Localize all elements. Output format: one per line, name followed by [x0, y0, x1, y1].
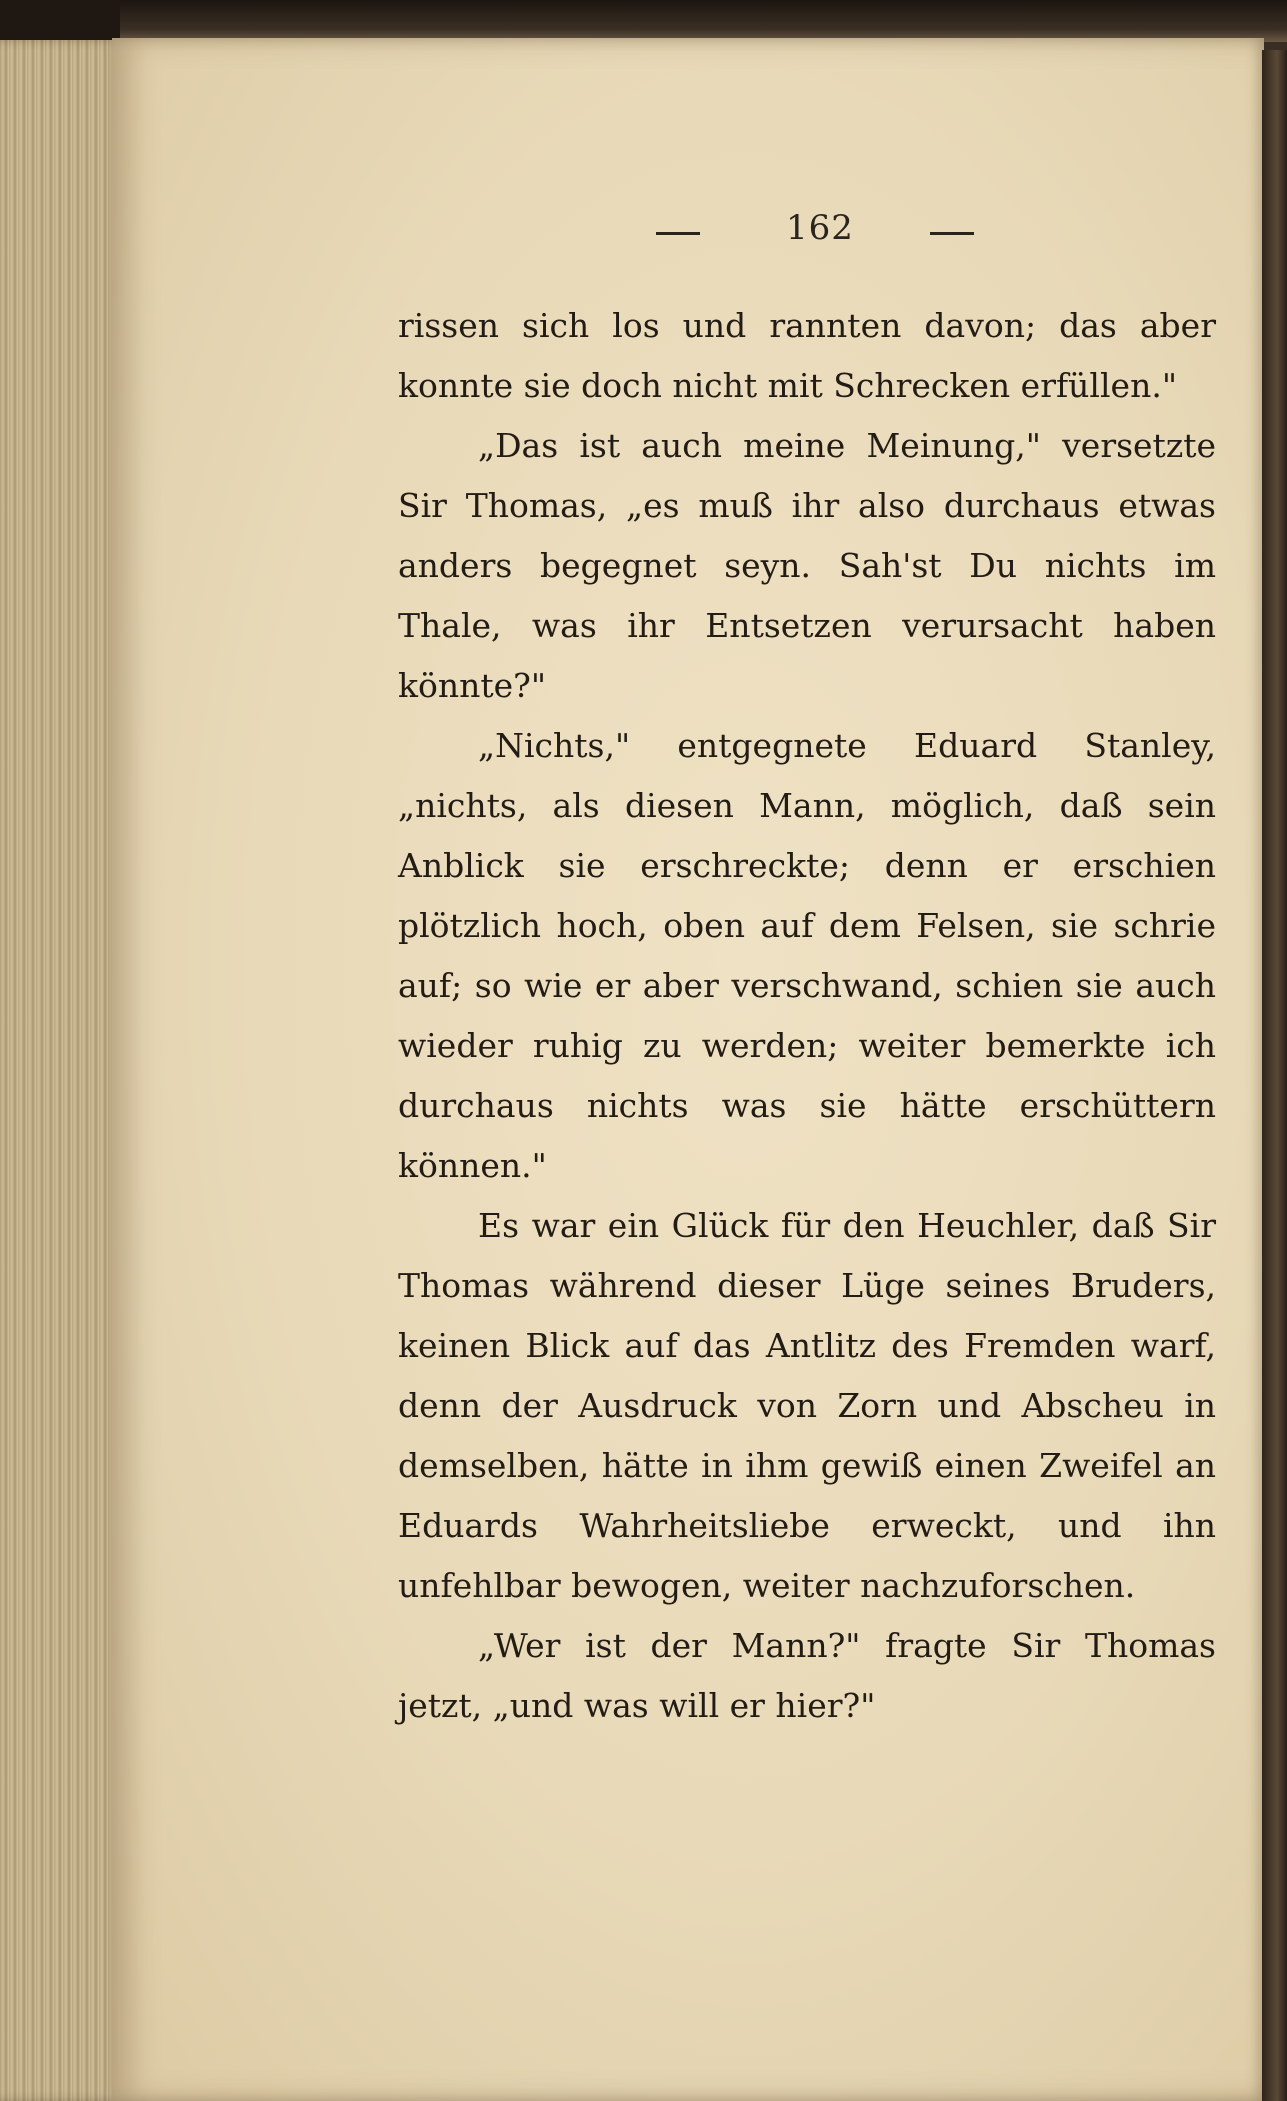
body-text: [398, 296, 1216, 1736]
paragraph-1: rissen sich los und rannten davon; das aber konnte sie doch nicht mit Schrecken erfüllen.": [398, 306, 1216, 405]
paragraph-5: „Wer ist der Mann?" fragte Sir Thomas jetzt, „und was will er hier?": [398, 1626, 1216, 1725]
paragraph-2: „Das ist auch meine Meinung," versetzte Sir Thomas, „es muß ihr also durchaus etwas anders begegnet seyn. Sah'st Du nichts im Thale, was ihr Entsetzen verursacht haben könnte?": [398, 426, 1216, 705]
paragraph-4: Es war ein Glück für den Heuchler, daß Sir Thomas während dieser Lüge seines Bruders, keinen Blick auf das Antlitz des Fremden warf, denn der Ausdruck von Zorn und Abscheu in demselben, hätte in ihm gewiß einen Zweifel an Eduards Wahrheitsliebe erweckt, und ihn unfehlbar bewogen, weiter nachzuforschen.: [398, 1206, 1216, 1605]
book-cover-edge: [1262, 50, 1287, 2101]
book-page-edges: [0, 40, 120, 2101]
scan-background-top: [0, 0, 1287, 42]
page-number: 162: [786, 208, 854, 248]
header-dash-right: [930, 232, 974, 235]
page-header: [640, 208, 980, 254]
header-dash-left: [656, 232, 700, 235]
paragraph-3: „Nichts," entgegnete Eduard Stanley, „nichts, als diesen Mann, möglich, daß sein Anblick sie erschreckte; denn er erschien plötzlich hoch, oben auf dem Felsen, sie schrie auf; so wie er aber verschwand, schien sie auch wieder ruhig zu werden; weiter bemerkte ich durchaus nichts was sie hätte erschüttern können.": [398, 726, 1216, 1185]
